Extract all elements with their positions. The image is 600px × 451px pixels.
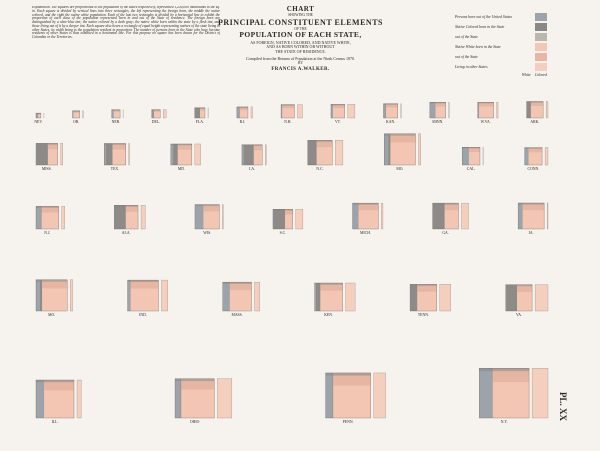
- state-square: [36, 280, 73, 317]
- legend-label: Native White born in the State: [455, 45, 501, 49]
- state-square: [433, 203, 469, 235]
- square-top-band: [462, 147, 480, 148]
- living-in-other-states-bar: [346, 283, 356, 311]
- native-white-in-state-bar: [417, 292, 436, 311]
- native-white-in-state-bar: [469, 152, 480, 165]
- living-in-other-states-bar: [297, 105, 302, 118]
- state-label: IA.: [528, 231, 534, 235]
- square-top-band: [36, 380, 74, 382]
- foreign-born-bar: [128, 280, 131, 311]
- state-square: [479, 368, 548, 424]
- state-square: [73, 111, 84, 124]
- state-square: [315, 283, 356, 317]
- foreign-born-bar: [462, 147, 469, 165]
- native-colored-bar: [308, 140, 317, 165]
- foreign-born-bar: [195, 205, 203, 229]
- native-colored-bar: [527, 101, 531, 118]
- square-top-band: [433, 203, 459, 205]
- state-label: OR.: [72, 120, 80, 124]
- native-colored-bar: [115, 205, 126, 229]
- native-colored-bar: [106, 143, 113, 165]
- native-white-in-state-bar: [73, 113, 79, 118]
- state-square: [36, 206, 65, 235]
- square-top-band: [114, 205, 138, 206]
- legend-label: Persons born out of the United States: [455, 15, 512, 19]
- state-label: MINN.: [432, 120, 444, 124]
- state-square: [237, 107, 253, 124]
- state-square: [152, 110, 166, 124]
- living-in-other-states-bar: [449, 102, 450, 118]
- state-square: [506, 285, 548, 317]
- state-label: N.C.: [316, 167, 324, 171]
- state-label: MICH.: [360, 231, 371, 235]
- native-white-in-state-bar: [254, 150, 262, 165]
- native-white-in-state-bar: [112, 149, 125, 165]
- native-white-in-state-bar: [38, 114, 41, 118]
- foreign-born-bar: [36, 280, 40, 311]
- native-white-in-state-bar: [48, 149, 58, 165]
- state-square: [384, 134, 421, 171]
- foreign-born-bar: [281, 105, 282, 118]
- state-label: N.H.: [284, 120, 292, 124]
- square-top-band: [73, 111, 80, 112]
- state-square: [281, 105, 302, 124]
- state-square: [34, 113, 44, 124]
- state-square: [171, 144, 201, 171]
- state-label: PENN.: [342, 420, 354, 424]
- foreign-born-bar: [479, 368, 492, 418]
- native-colored-bar: [244, 145, 254, 165]
- native-colored-bar: [410, 284, 417, 311]
- state-label: NEV.: [34, 120, 43, 124]
- state-square: [383, 104, 401, 124]
- subtitle-line-3: THE STATE OF RESIDENCE.: [275, 48, 326, 54]
- foreign-born-bar: [36, 206, 41, 229]
- square-top-band: [223, 282, 252, 284]
- by-line: BY: [298, 60, 303, 65]
- square-top-band: [353, 203, 379, 205]
- subtitle-line-1: AS FOREIGN, NATIVE COLORED, AND NATIVE WHITE,: [250, 40, 351, 46]
- native-white-in-state-bar: [178, 150, 192, 165]
- state-label: MISS.: [41, 167, 52, 171]
- native-colored-bar: [316, 283, 320, 311]
- square-top-band: [242, 145, 262, 146]
- living-in-other-states-bar: [141, 205, 145, 229]
- living-in-other-states-bar: [546, 101, 548, 118]
- state-label: FLA.: [195, 120, 204, 124]
- square-top-band: [478, 102, 494, 103]
- state-label: R.I.: [239, 120, 246, 124]
- native-colored-bar: [332, 373, 333, 418]
- native-white-in-state-bar: [359, 210, 379, 229]
- native-white-in-state-bar: [386, 108, 398, 118]
- square-top-band: [175, 379, 214, 381]
- state-square: [128, 280, 168, 317]
- square-top-band: [525, 148, 542, 149]
- state-label: KAN.: [386, 120, 396, 124]
- living-in-other-states-bar: [535, 285, 548, 311]
- foreign-born-bar: [112, 110, 114, 118]
- plate-label: PL. XX: [558, 392, 568, 421]
- square-top-band: [112, 110, 120, 111]
- state-label: VA.: [515, 313, 522, 317]
- title-line-5: POPULATION OF EACH STATE,: [239, 30, 362, 40]
- state-square: [331, 104, 355, 124]
- living-in-other-states-bar: [418, 134, 420, 165]
- native-white-in-state-bar: [126, 212, 138, 229]
- compiled-line: Compiled from the Returns of Population at the Ninth Census 1870.: [246, 55, 355, 61]
- living-in-other-states-bar: [497, 102, 498, 118]
- native-white-in-state-bar: [200, 111, 205, 118]
- state-label: CAL.: [466, 167, 476, 171]
- state-label: GA.: [442, 231, 449, 235]
- living-in-other-states-bar: [545, 148, 548, 165]
- state-label: N.J.: [44, 231, 51, 235]
- state-label: ILL.: [51, 420, 59, 424]
- square-top-band: [383, 104, 397, 105]
- square-top-band: [36, 206, 59, 207]
- living-in-other-states-bar: [440, 284, 451, 311]
- square-top-band: [273, 209, 293, 210]
- living-in-other-states-bar: [222, 205, 223, 229]
- state-square: [326, 373, 386, 424]
- native-colored-bar: [152, 110, 154, 118]
- state-square: [195, 205, 223, 235]
- native-white-in-state-bar: [282, 108, 294, 118]
- foreign-born-bar: [430, 102, 436, 118]
- title-line-1: CHART: [286, 5, 315, 13]
- foreign-born-bar: [383, 104, 385, 118]
- state-square: [114, 205, 145, 235]
- square-top-band: [506, 285, 532, 287]
- state-label: W.VA.: [480, 120, 491, 124]
- state-square: [112, 110, 124, 124]
- foreign-born-bar: [315, 283, 316, 311]
- square-top-band: [281, 105, 294, 106]
- state-label: ARK.: [530, 120, 540, 124]
- state-label: NEB.: [111, 120, 121, 124]
- native-white-in-state-bar: [479, 107, 494, 118]
- foreign-born-bar: [237, 107, 240, 118]
- square-top-band: [36, 143, 58, 144]
- explanation-text: Explanation. The squares are proportional to the population of the states respectively, represented 1,250,000 inhabitants to the sq. in. Each square is divided by vertical lines into three rectangles, the left representing the foreign born, the middle the native colored, and the right the native white population. Each of the last two rectangles is divided by a horizontal line to exhibit the proportion of each class of the population represented born in and out of the State of residence. The foreign born are distinguished by a slate-blue tint; the native colored by a dark gray; the native white born within the state by a flesh tint, and those living out of it by a deeper tint. Each square also bears a rectangle of equal height representing natives of the state living in other States, its width being to the population resident in proportion. The number of persons born in the State who have become residents of other States is thus exhibited in a horizontal line. For this purpose no square has been drawn for the District of Columbia or the Territories.: [32, 6, 220, 40]
- state-label: N.Y.: [500, 420, 508, 424]
- foreign-born-bar: [525, 148, 529, 165]
- native-colored-bar: [40, 280, 42, 311]
- state-square: [525, 148, 548, 171]
- foreign-born-bar: [36, 380, 44, 418]
- state-square: [175, 379, 232, 424]
- foreign-born-bar: [384, 134, 388, 165]
- living-in-other-states-bar: [61, 143, 63, 165]
- living-in-other-states-bar: [296, 209, 303, 229]
- square-top-band: [237, 107, 248, 108]
- living-in-other-states-bar: [381, 203, 383, 229]
- foreign-born-bar: [175, 379, 180, 418]
- native-white-in-state-bar: [436, 107, 446, 118]
- square-top-band: [527, 101, 544, 102]
- living-in-other-states-bar: [255, 282, 260, 311]
- square-top-band: [384, 134, 415, 136]
- state-square: [242, 145, 266, 171]
- state-square: [273, 209, 303, 235]
- native-colored-bar: [388, 134, 390, 165]
- native-white-in-state-bar: [317, 147, 333, 165]
- title-line-3: PRINCIPAL CONSTITUENT ELEMENTS: [218, 18, 383, 28]
- living-in-other-states-bar: [129, 143, 130, 165]
- living-in-other-states-bar: [265, 145, 266, 165]
- living-in-other-states-bar: [461, 203, 468, 229]
- state-label: WIS.: [203, 231, 212, 235]
- subtitle-line-2: AND AS BORN WITHIN OR WITHOUT: [266, 44, 335, 50]
- native-white-in-state-bar: [154, 112, 160, 118]
- square-top-band: [104, 143, 126, 144]
- state-label: TEX.: [110, 167, 120, 171]
- state-square: [195, 108, 209, 124]
- state-square: [104, 143, 129, 171]
- native-white-in-state-bar: [285, 215, 293, 229]
- native-white-in-state-bar: [333, 386, 370, 418]
- native-white-in-state-bar: [517, 292, 532, 311]
- living-in-other-states-bar: [161, 280, 167, 311]
- square-top-band: [315, 283, 343, 285]
- foreign-born-bar: [326, 373, 333, 418]
- native-colored-bar: [173, 144, 178, 165]
- square-top-band: [128, 280, 159, 282]
- living-in-other-states-bar: [335, 140, 343, 165]
- foreign-born-bar: [518, 203, 522, 229]
- foreign-born-bar: [223, 282, 230, 311]
- title-line-4: OF THE: [294, 26, 307, 31]
- state-square: [36, 143, 63, 171]
- state-square: [36, 380, 81, 424]
- legend-side-label-colored: Colored: [534, 73, 547, 77]
- state-square: [430, 102, 449, 124]
- native-colored-bar: [195, 108, 200, 118]
- state-label: MO.: [48, 313, 56, 317]
- square-top-band: [36, 113, 41, 114]
- state-label: LA.: [249, 167, 256, 171]
- native-colored-bar: [433, 203, 445, 229]
- native-white-in-state-bar: [523, 210, 544, 229]
- state-label: OHIO: [189, 420, 200, 424]
- state-square: [527, 101, 548, 124]
- living-in-other-states-bar: [70, 280, 72, 311]
- living-in-other-states-bar: [251, 107, 253, 118]
- legend-label: Living in other States: [455, 65, 488, 69]
- living-in-other-states-bar: [77, 380, 81, 418]
- state-label: MASS.: [231, 313, 243, 317]
- square-top-band: [479, 368, 529, 371]
- native-colored-bar: [492, 368, 493, 418]
- state-label: TENN.: [417, 313, 429, 317]
- legend-label: out of the State: [455, 35, 478, 39]
- living-in-other-states-bar: [547, 203, 548, 229]
- square-top-band: [326, 373, 371, 376]
- native-white-in-state-bar: [493, 382, 529, 418]
- foreign-born-bar: [242, 145, 244, 165]
- state-square: [462, 147, 483, 171]
- state-label: VT.: [334, 120, 341, 124]
- living-in-other-states-bar: [195, 144, 201, 165]
- native-white-in-state-bar: [240, 110, 248, 118]
- legend-label: out of the State: [455, 55, 478, 59]
- native-white-in-state-bar: [333, 108, 345, 118]
- native-white-in-state-bar: [203, 211, 219, 229]
- native-colored-bar: [385, 104, 386, 118]
- state-label: MO.: [396, 167, 404, 171]
- state-square: [410, 284, 451, 317]
- square-top-band: [195, 108, 205, 109]
- foreign-born-bar: [171, 144, 173, 165]
- state-label: ALA.: [121, 231, 131, 235]
- square-top-band: [518, 203, 544, 205]
- native-white-in-state-bar: [529, 152, 542, 165]
- square-top-band: [171, 144, 192, 145]
- native-white-in-state-bar: [41, 213, 58, 229]
- living-in-other-states-bar: [532, 368, 548, 418]
- state-label: DEL.: [151, 120, 161, 124]
- square-top-band: [331, 104, 345, 105]
- state-square: [308, 140, 343, 171]
- state-label: IND.: [139, 313, 147, 317]
- author-name: FRANCIS A.WALKER.: [271, 66, 330, 72]
- square-top-band: [152, 110, 160, 111]
- native-colored-bar: [36, 143, 48, 165]
- native-white-in-state-bar: [181, 390, 214, 418]
- state-square: [223, 282, 260, 317]
- living-in-other-states-bar: [374, 373, 386, 418]
- native-white-in-state-bar: [44, 391, 74, 418]
- native-white-in-state-bar: [230, 290, 252, 311]
- native-white-in-state-bar: [131, 289, 159, 311]
- foreign-born-bar: [353, 203, 359, 229]
- native-colored-bar: [180, 379, 181, 418]
- native-colored-bar: [273, 209, 285, 229]
- title-line-2: SHOWING THE: [288, 13, 313, 18]
- legend-label: Native Colored born in the State: [455, 25, 505, 29]
- state-label: KEN.: [324, 313, 333, 317]
- state-label: CONN.: [527, 167, 540, 171]
- foreign-born-bar: [104, 143, 106, 165]
- living-in-other-states-bar: [348, 104, 355, 118]
- state-label: MD.: [177, 167, 185, 171]
- living-in-other-states-bar: [163, 110, 166, 118]
- square-top-band: [430, 102, 446, 103]
- foreign-born-bar: [331, 104, 333, 118]
- living-in-other-states-bar: [217, 379, 232, 418]
- square-top-band: [195, 205, 219, 206]
- native-white-in-state-bar: [42, 289, 67, 311]
- native-white-in-state-bar: [114, 112, 120, 118]
- native-white-in-state-bar: [320, 291, 342, 311]
- native-colored-bar: [506, 285, 517, 311]
- state-square: [478, 102, 498, 124]
- state-square: [353, 203, 383, 235]
- native-white-in-state-bar: [531, 106, 543, 118]
- native-colored-bar: [41, 206, 42, 229]
- square-top-band: [410, 284, 437, 286]
- native-colored-bar: [478, 102, 479, 118]
- native-white-in-state-bar: [390, 143, 415, 165]
- legend-side-label-white: White: [521, 73, 531, 77]
- square-top-band: [308, 140, 333, 141]
- living-in-other-states-bar: [62, 206, 65, 229]
- state-square: [518, 203, 548, 235]
- square-top-band: [36, 280, 67, 282]
- native-white-in-state-bar: [445, 210, 459, 229]
- state-label: S.C.: [279, 231, 287, 235]
